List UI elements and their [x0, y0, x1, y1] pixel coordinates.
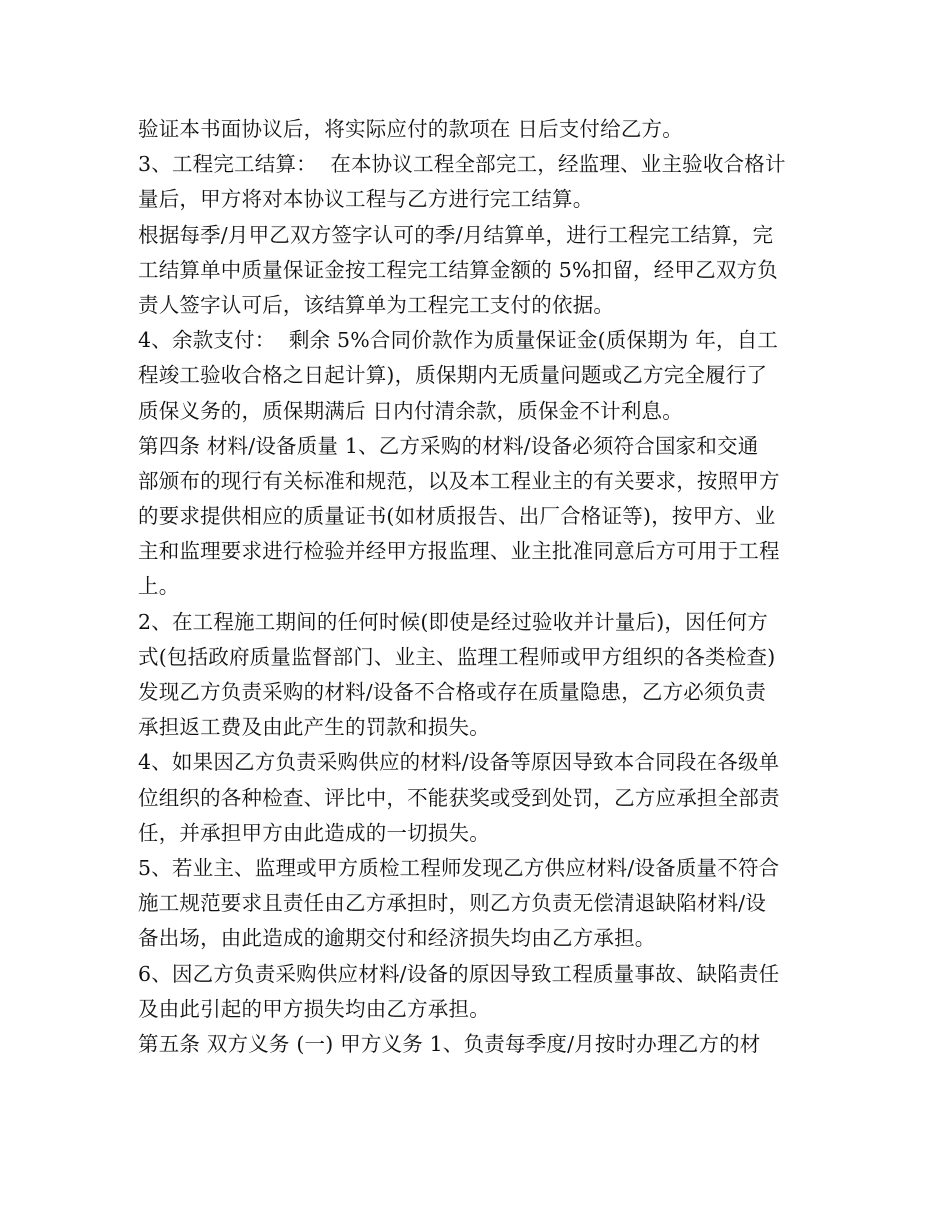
- text-line: 4、如果因乙方负责采购供应的材料/设备等原因导致本合同段在各级单: [138, 750, 780, 775]
- text-line: 质保义务的，质保期满后 日内付清余款，质保金不计利息。: [138, 398, 683, 423]
- text-line: 第四条 材料/设备质量 1、乙方采购的材料/设备必须符合国家和交通: [138, 433, 759, 458]
- text-line: 任，并承担甲方由此造成的一切损失。: [138, 820, 490, 845]
- text-line: 位组织的各种检查、评比中，不能获奖或受到处罚，乙方应承担全部责: [138, 785, 780, 810]
- text-line: 量后，甲方将对本协议工程与乙方进行完工结算。: [138, 187, 594, 212]
- text-line: 验证本书面协议后，将实际应付的款项在 日后支付给乙方。: [138, 117, 683, 141]
- text-line: 5、若业主、监理或甲方质检工程师发现乙方供应材料/设备质量不符合: [138, 855, 780, 880]
- text-line: 3、工程完工结算： 在本协议工程全部完工，经监理、业主验收合格计: [138, 152, 786, 177]
- text-line: 及由此引起的甲方损失均由乙方承担。: [138, 996, 490, 1021]
- text-line: 6、因乙方负责采购供应材料/设备的原因导致工程质量事故、缺陷责任: [138, 961, 780, 986]
- text-line: 责人签字认可后，该结算单为工程完工支付的依据。: [138, 292, 615, 317]
- text-line: 施工规范要求且责任由乙方承担时，则乙方负责无偿清退缺陷材料/设: [138, 891, 767, 916]
- text-line: 的要求提供相应的质量证书(如材质报告、出厂合格证等)，按甲方、业: [138, 504, 776, 529]
- text-line: 工结算单中质量保证金按工程完工结算金额的 5%扣留，经甲乙双方负: [138, 257, 778, 282]
- text-line: 式(包括政府质量监督部门、业主、监理工程师或甲方组织的各类检查): [138, 644, 776, 669]
- text-line: 2、在工程施工期间的任何时候(即使是经过验收并计量后)，因任何方: [138, 609, 768, 634]
- text-line: 备出场，由此造成的逾期交付和经济损失均由乙方承担。: [138, 926, 656, 951]
- text-line: 第五条 双方义务 (一) 甲方义务 1、负责每季度/月按时办理乙方的材: [138, 1031, 761, 1056]
- contract-text: [138, 112, 818, 1062]
- text-line: 上。: [138, 574, 180, 599]
- text-line: 程竣工验收合格之日起计算)，质保期内无质量问题或乙方完全履行了: [138, 363, 768, 388]
- text-line: 部颁布的现行有关标准和规范，以及本工程业主的有关要求，按照甲方: [138, 468, 780, 493]
- text-line: 根据每季/月甲乙双方签字认可的季/月结算单，进行工程完工结算，完: [138, 222, 774, 247]
- text-line: 主和监理要求进行检验并经甲方报监理、业主批准同意后方可用于工程: [138, 539, 780, 564]
- text-line: 4、余款支付： 剩余 5%合同价款作为质量保证金(质保期为 年，自工: [138, 328, 779, 353]
- text-line: 承担返工费及由此产生的罚款和损失。: [138, 715, 490, 740]
- text-line: 发现乙方负责采购的材料/设备不合格或存在质量隐患，乙方必须负责: [138, 680, 767, 704]
